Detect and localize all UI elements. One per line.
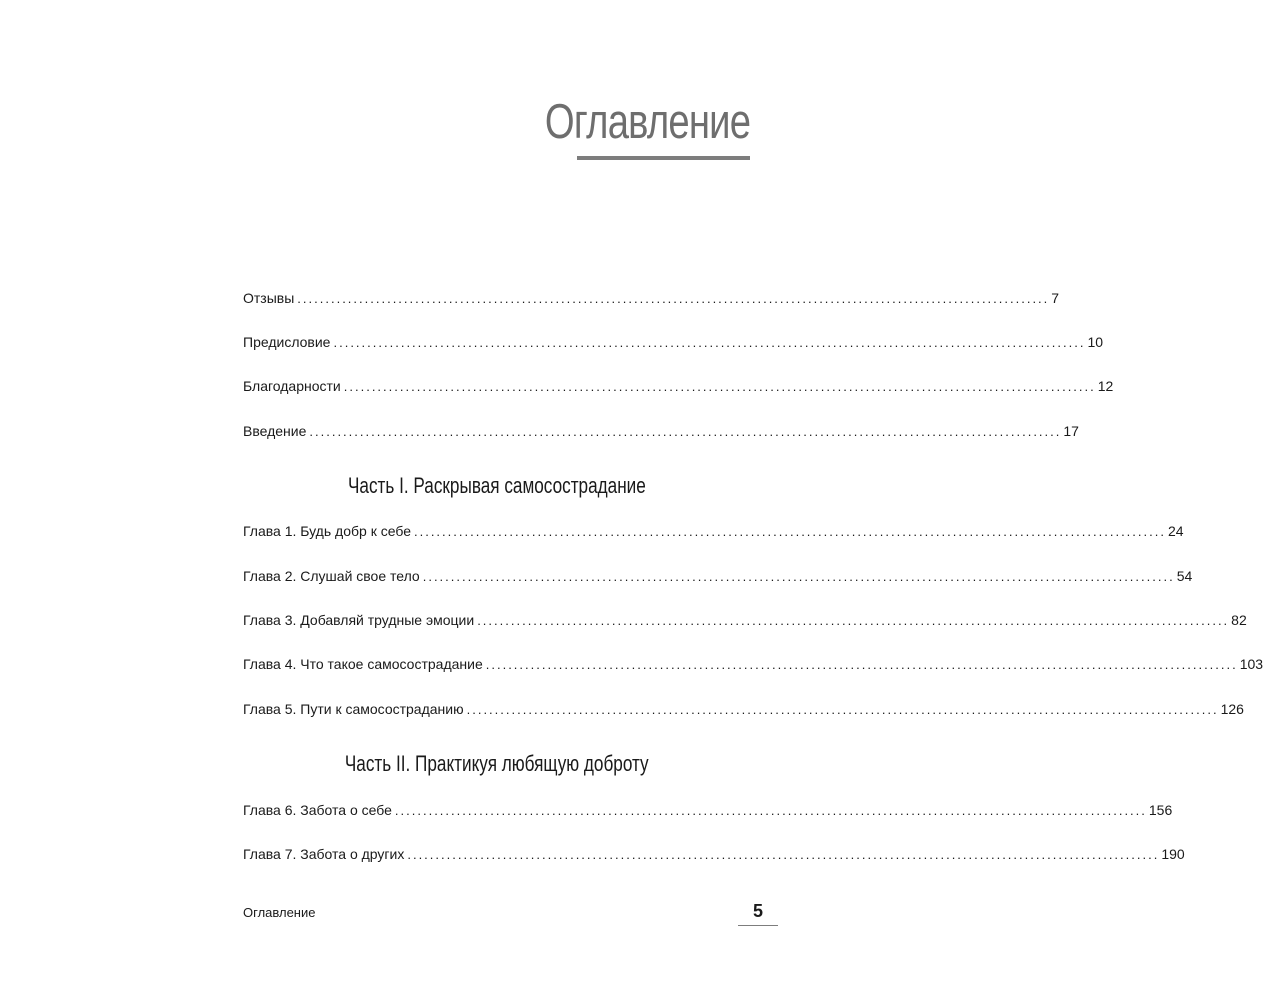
toc-entry-label: Отзывы [243,287,297,309]
toc-leader-dots: ...................................................................................................................................... [485,657,1238,672]
toc-leader-dots: ...................................................................................................................................... [333,335,1086,350]
toc-entry-acknowledgements[interactable] [243,375,1114,397]
page-title: Оглавление [544,95,750,149]
toc-entry-page: 17 [1063,423,1079,439]
toc-entry-introduction[interactable] [243,420,1079,442]
toc-entry-page: 156 [1148,802,1173,818]
toc-leader-dots: ...................................................................................................................................... [407,847,1160,862]
toc-entry-page: 12 [1097,378,1114,394]
title-underline [577,156,750,160]
toc-leader-dots: ...................................................................................................................................... [394,803,1147,818]
toc-entry-page: 126 [1220,701,1244,717]
toc-entry-chapter-4[interactable] [243,653,1263,675]
part-heading-1 [243,472,750,500]
toc-entry-page: 54 [1176,568,1193,584]
toc-leader-dots: ...................................................................................................................................... [297,291,1050,306]
toc-leader-dots: ...................................................................................................................................... [413,524,1166,539]
toc-leader-dots: ...................................................................................................................................... [422,569,1175,584]
toc-leader-dots: ...................................................................................................................................... [343,379,1096,394]
toc-entry-reviews[interactable] [243,287,1060,309]
toc-entry-label: Глава 6. Забота о себе [243,799,395,821]
running-footer-title: Оглавление [243,905,316,920]
toc-entry-page: 24 [1167,523,1184,539]
toc-leader-dots: ...................................................................................................................................... [466,702,1219,717]
toc-entry-label: Глава 2. Слушай свое тело [243,565,423,587]
toc-entry-page: 7 [1051,290,1060,306]
toc-leader-dots: ...................................................................................................................................... [309,424,1062,439]
toc-entry-chapter-5[interactable] [243,698,1244,720]
toc-entry-page: 82 [1231,612,1247,628]
toc-entry-chapter-7[interactable] [243,843,1185,865]
page-number-rule [738,925,778,926]
toc-entry-page: 190 [1161,846,1185,862]
toc-entry-label: Глава 4. Что такое самосострадание [243,653,486,675]
part-heading-text: Часть II. Практикуя любящую доброту [344,751,649,776]
toc-entry-label: Глава 7. Забота о других [243,843,407,865]
toc-entry-label: Предисловие [243,331,333,353]
toc-entry-chapter-2[interactable] [243,565,1193,587]
toc-leader-dots: ...................................................................................................................................... [477,613,1230,628]
toc-entry-page: 10 [1087,334,1104,350]
toc-entry-label: Введение [243,420,309,442]
toc-entry-label: Благодарности [243,375,344,397]
toc-entry-chapter-6[interactable] [243,799,1173,821]
part-heading-2 [243,750,750,778]
toc-entry-chapter-1[interactable] [243,520,1184,542]
part-heading-text: Часть I. Раскрывая самосострадание [347,473,646,498]
toc-entry-label: Глава 5. Пути к самосостраданию [243,698,467,720]
toc-entry-chapter-3[interactable] [243,609,1247,631]
toc-entry-label: Глава 3. Добавляй трудные эмоции [243,609,477,631]
toc-entry-page: 103 [1239,656,1263,672]
toc-entry-preface[interactable] [243,331,1104,353]
toc-entry-label: Глава 1. Будь добр к себе [243,520,414,542]
page-number: 5 [752,901,763,921]
page-title-block [487,92,750,152]
